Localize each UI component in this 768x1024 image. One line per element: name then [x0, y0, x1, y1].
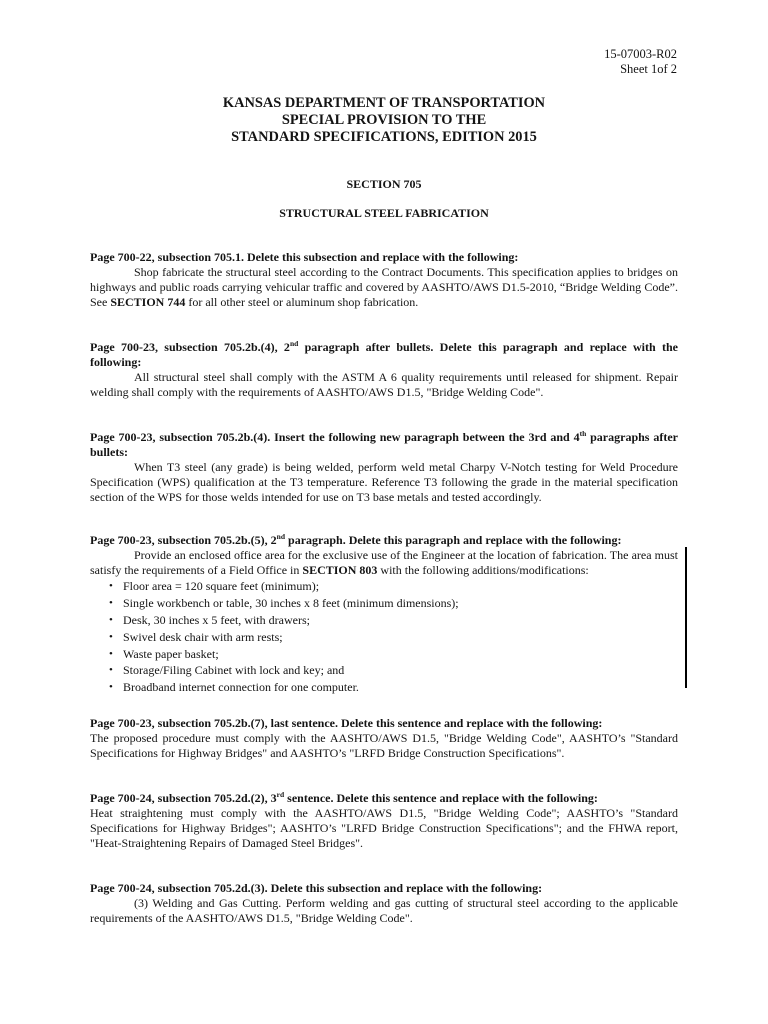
revision-paragraph: All structural steel shall comply with the ASTM A 6 quality requirements until released for shipment. Repair welding shall comply with the requirements of AASHTO/AWS D1.5, "Bridge Welding Code". [90, 370, 678, 399]
revision-change-bar [685, 547, 687, 688]
document-number: 15-07003-R02 [604, 47, 677, 61]
office-requirements-list [90, 578, 678, 696]
revision-heading: Page 700-22, subsection 705.1. Delete this subsection and replace with the following: [90, 250, 519, 264]
section-title: STRUCTURAL STEEL FABRICATION [279, 206, 489, 220]
document-title [0, 95, 768, 146]
title-line-3: STANDARD SPECIFICATIONS, EDITION 2015 [231, 129, 537, 145]
sheet-number: Sheet 1of 2 [620, 62, 677, 76]
revision-heading: Page 700-23, subsection 705.2b.(7), last sentence. Delete this sentence and replace with the following: [90, 716, 603, 730]
list-item: • Swivel desk chair with arm rests; [109, 629, 283, 644]
list-item: • Desk, 30 inches x 5 feet, with drawers; [109, 612, 310, 627]
revision-paragraph: Provide an enclosed office area for the exclusive use of the Engineer at the location of fabrication. The area must satisfy the requirements of a Field Office in SECTION 803 with the following additions/modifications: [90, 548, 678, 577]
revision-paragraph: Heat straightening must comply with the AASHTO/AWS D1.5, "Bridge Welding Code"; AASHTO’s "Standard Specifications for Highway Bridges"; AASHTO’s "LRFD Bridge Construction Specifications"; and the FHWA report, "Heat-Straightening Repairs of Damaged Steel Bridges". [90, 806, 678, 850]
bullet-icon: • [109, 630, 113, 643]
revision-heading: Page 700-23, subsection 705.2b.(5), 2nd paragraph. Delete this paragraph and replace with the following: [90, 532, 622, 547]
list-item: • Broadband internet connection for one computer. [109, 680, 359, 695]
revision-heading: Page 700-24, subsection 705.2d.(2), 3rd sentence. Delete this sentence and replace with the following: [90, 790, 598, 805]
revision-paragraph: Shop fabricate the structural steel according to the Contract Documents. This specification applies to bridges on highways and public roads carrying vehicular traffic and covered by AASHTO/AWS D1.5-2010, “Bridge Welding Code”. See SECTION 744 for all other steel or aluminum shop fabrication. [90, 265, 678, 309]
revision-paragraph: The proposed procedure must comply with the AASHTO/AWS D1.5, "Bridge Welding Code", AASHTO’s "Standard Specifications for Highway Bridges" and AASHTO’s "LRFD Bridge Construction Specifications". [90, 731, 678, 760]
revision-block-705-2d-3 [90, 881, 678, 926]
revision-heading: Page 700-23, subsection 705.2b.(4), 2nd paragraph after bullets. Delete this paragraph and replace with the following: [90, 339, 678, 369]
title-line-2: SPECIAL PROVISION TO THE [281, 112, 487, 128]
bullet-icon: • [109, 681, 113, 694]
bullet-icon: • [109, 647, 113, 660]
title-line-1: KANSAS DEPARTMENT OF TRANSPORTATION [222, 95, 546, 111]
list-item: • Storage/Filing Cabinet with lock and key; and [109, 663, 345, 678]
revision-paragraph: When T3 steel (any grade) is being welded, perform weld metal Charpy V-Notch testing for Weld Procedure Specification (WPS) qualification at the T3 temperature. Reference T3 following the grade in the material specification section of the WPS for those welds intended for use on T3 base metals and tested accordingly. [90, 460, 678, 504]
revision-block-705-2b-4-b [90, 430, 678, 505]
bullet-icon: • [109, 613, 113, 626]
bullet-icon: • [109, 580, 113, 592]
bullet-icon: • [109, 596, 113, 609]
revision-block-705-1 [90, 250, 678, 310]
section-number: SECTION 705 [346, 177, 422, 191]
list-item: • Single workbench or table, 30 inches x 8 feet (minimum dimensions); [109, 595, 459, 610]
revision-block-705-2d-2 [90, 791, 678, 851]
revision-block-705-2b-4-a [90, 340, 678, 400]
revision-heading: Page 700-23, subsection 705.2b.(4). Insert the following new paragraph between the 3rd and 4th paragraphs after bullets: [90, 429, 678, 459]
list-item: • Waste paper basket; [109, 646, 219, 661]
revision-block-705-2b-5 [90, 533, 678, 696]
list-item: • Floor area = 120 square feet (minimum); [109, 579, 320, 593]
document-number-block [604, 47, 677, 77]
revision-heading: Page 700-24, subsection 705.2d.(3). Delete this subsection and replace with the following: [90, 881, 543, 895]
revision-block-705-2b-7 [90, 716, 678, 761]
bullet-icon: • [109, 664, 113, 677]
revision-paragraph: (3) Welding and Gas Cutting. Perform welding and gas cutting of structural steel according to the applicable requirements of the AASHTO/AWS D1.5, "Bridge Welding Code". [90, 896, 678, 925]
